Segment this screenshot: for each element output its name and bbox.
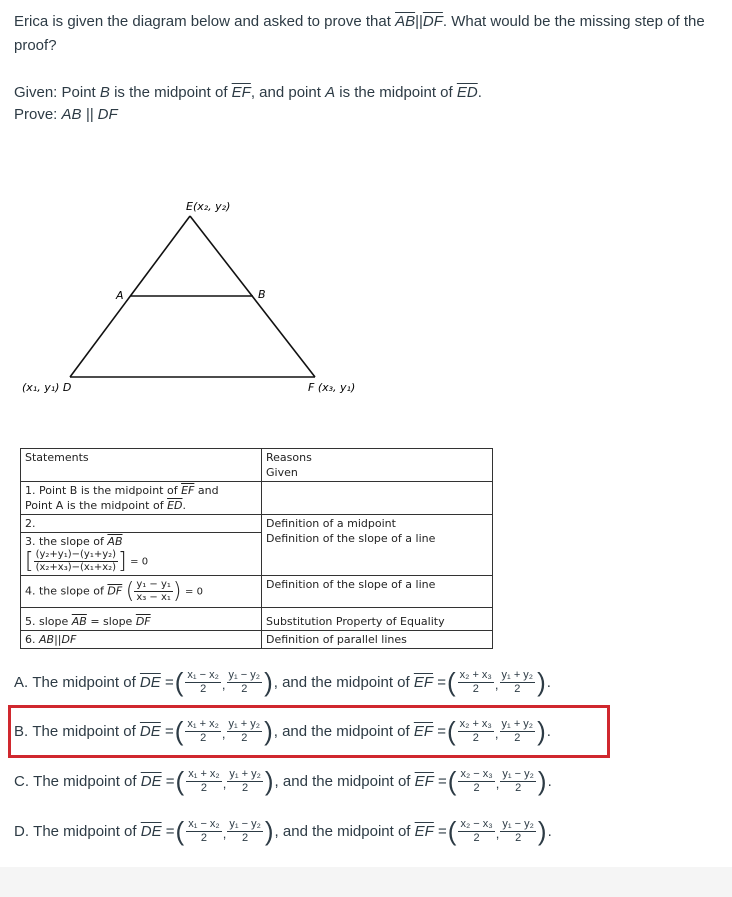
label-e: E(x₂, y₂) — [186, 200, 231, 213]
given-prove-block — [14, 82, 482, 126]
parallel-symbol: || — [415, 13, 423, 30]
statement-3: 3. the slope of $\overline{AB}$ [ $\frac{\text{(y₂+y₁)−(y₁+y₂)}}{\text{(x₂+x₃)−(x₁+x₂)}}$ ] = 0 — [21, 533, 262, 576]
statement-1: 1. Point B is the midpoint of $\overline{EF}$ and Point A is the midpoint of $\overline{ED}$. — [21, 482, 262, 515]
label-d: (x₁, y₁) D — [22, 381, 72, 394]
question-part1: Erica is given the diagram below and asked to prove that — [14, 13, 391, 30]
reason-1: Given — [266, 466, 298, 479]
question-text — [14, 10, 726, 58]
reason-6: Definition of parallel lines — [262, 631, 493, 649]
reason-5: Substitution Property of Equality — [262, 608, 493, 631]
statement-2: 2. — [21, 515, 262, 533]
table-row-2 — [21, 515, 493, 533]
question-part2: . What would be the missing step of the proof? — [14, 13, 705, 54]
table-row-4 — [21, 576, 493, 608]
table-row-1 — [21, 482, 493, 515]
given-line: Given: Point B is the midpoint of $\overline{EF}$, and point A is the midpoint of $\overline{ED}$. — [14, 84, 482, 101]
segment-ed: $\overline{ED}$ — [456, 84, 478, 101]
table-row-6 — [21, 631, 493, 649]
choice-b[interactable]: B. The midpoint of $\overline{DE}$ = ( x₁ + x₂ 2 , y₁ + y₂ 2 ) , and the midpoint of $\overline{EF}$ = ( x₂ + x₃ 2 , y₁ + y₂ 2 ) . — [14, 716, 551, 746]
footer-band — [0, 867, 732, 897]
header-statements: Statements — [21, 449, 262, 482]
statement-5: 5. slope $\overline{AB}$ = slope $\overline{DF}$ — [21, 608, 262, 631]
choice-d[interactable]: D. The midpoint of $\overline{DE}$ = ( x₁ − x₂ 2 , y₁ − y₂ 2 ) , and the midpoint of $\overline{EF}$ = ( x₂ − x₃ 2 , y₁ − y₂ 2 ) . — [14, 816, 552, 846]
reason-2: Definition of a midpoint Definition of the slope of a line — [262, 515, 493, 576]
slope-ab-fraction: $\frac{\text{(y₂+y₁)−(y₁+y₂)}}{\text{(x₂+x₃)−(x₁+x₂)}}$ — [35, 549, 117, 573]
label-f: F (x₃, y₁) — [308, 381, 356, 394]
triangle-diagram — [0, 190, 400, 405]
choice-c[interactable]: C. The midpoint of $\overline{DE}$ = ( x₁ + x₂ 2 , y₁ + y₂ 2 ) , and the midpoint of $\overline{EF}$ = ( x₂ − x₃ 2 , y₁ − y₂ 2 ) . — [14, 766, 552, 796]
segment-df: $\overline{DF}$ — [422, 13, 443, 30]
label-a: A — [116, 289, 124, 302]
segment-ef: $\overline{EF}$ — [231, 84, 251, 101]
table-row-5 — [21, 608, 493, 631]
segment-ab: $\overline{AB}$ — [395, 13, 416, 30]
choice-a[interactable]: A. The midpoint of $\overline{DE}$ = ( x₁ − x₂ 2 , y₁ − y₂ 2 ) , and the midpoint of $\overline{EF}$ = ( x₂ + x₃ 2 , y₁ + y₂ 2 ) . — [14, 667, 551, 697]
table-header-row — [21, 449, 493, 482]
reason-4: Definition of the slope of a line — [262, 576, 493, 608]
statement-6: 6. AB||DF — [21, 631, 262, 649]
proof-table — [20, 448, 493, 649]
label-b: B — [258, 288, 266, 301]
prove-line: Prove: AB || DF — [14, 106, 118, 123]
statement-4: 4. the slope of $\overline{DF}$ ( $\frac{\text{y₁ − y₁}}{\text{x₃ − x₁}}$ ) = 0 — [21, 576, 262, 608]
slope-df-fraction: $\frac{\text{y₁ − y₁}}{\text{x₃ − x₁}}$ — [136, 579, 171, 603]
header-reasons: Reasons Given — [262, 449, 493, 482]
